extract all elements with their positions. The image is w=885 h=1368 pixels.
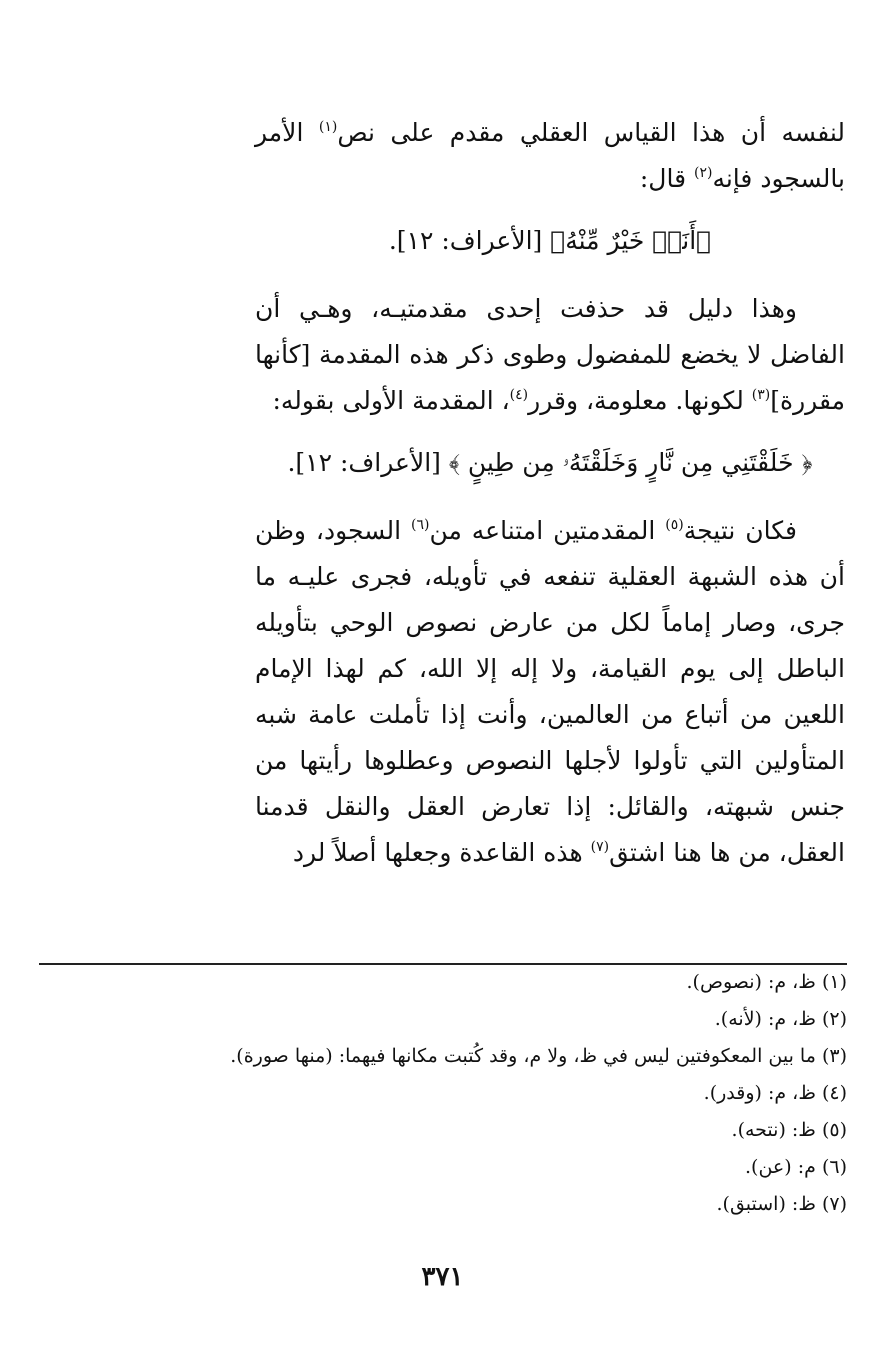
quran-quote-2 — [255, 440, 845, 486]
footnote-text: م: (عن). — [745, 1156, 816, 1178]
text-run: السجود، وظن أن هذه الشبهة العقلية تنفعه في تأويله، فجرى عليـه ما جرى، وصار إماماً لكل من عارض نصوص الوحي بتأويله الباطل إلى يوم القيامة، ولا إله إلا الله، كم لهذا الإمام اللعين من أتباع من العالمين، وأنت إذا تأملت عامة شبه المتأولين التي تأولوا لأجلها النصوص وعطلوها رأيتها من جنس شبهته، والقائل: إذا تعارض العقل والنقل قدمنا العقل، من ها هنا اشتق — [255, 516, 845, 867]
text-run: لكونها. معلومة، وقرر — [528, 386, 752, 415]
footnote-number: (٥) — [821, 1119, 847, 1141]
footnote-number: (٧) — [821, 1193, 847, 1215]
footnote-item — [39, 1038, 847, 1075]
verse-reference: [الأعراف: ١٢]. — [287, 448, 449, 477]
text-run: وهذا دليل قد حذفت إحدى مقدمتيـه، وهـي أن الفاضل لا يخضع للمفضول وطوى ذكر هذه المقدمة [كأنها مقررة] — [255, 294, 845, 415]
footnote-ref: (٣) — [751, 387, 771, 403]
footnote-number: (١) — [821, 971, 847, 993]
page-number: ٣٧١ — [421, 1262, 464, 1292]
footnote-ref: (١) — [318, 119, 338, 135]
footnote-item — [39, 1112, 847, 1149]
footnote-text: ظ، م: (وقدر). — [703, 1082, 816, 1104]
text-run: لنفسه أن هذا القياس العقلي مقدم على نص — [337, 118, 845, 147]
text-run: المقدمتين امتناعه من — [429, 516, 666, 545]
text-run: فكان نتيجة — [683, 516, 797, 545]
quran-verse: ﴿أَنَا۠ خَيْرٌ مِّنْهُ﴾ — [550, 226, 712, 255]
footnote-ref: (٦) — [410, 517, 430, 533]
footnote-item — [39, 1186, 847, 1223]
footnote-number: (٣) — [821, 1045, 847, 1067]
footnote-item — [39, 1149, 847, 1186]
footnote-number: (٢) — [821, 1008, 847, 1030]
footnote-item — [39, 964, 847, 1001]
footnote-ref: (٤) — [509, 387, 529, 403]
footnote-number: (٤) — [821, 1082, 847, 1104]
footnote-text: ظ: (استبق). — [716, 1193, 816, 1215]
quran-quote-1 — [255, 218, 845, 264]
quran-verse: ﴿ خَلَقْتَنِي مِن نَّارٍ وَخَلَقْتَهُۥ مِن طِينٍ ﴾ — [448, 448, 813, 477]
text-run: هذه القاعدة وجعلها أصلاً لرد — [292, 838, 591, 867]
footnotes — [39, 964, 847, 1223]
footnote-item — [39, 1001, 847, 1038]
text-run: ، المقدمة الأولى بقوله: — [272, 386, 510, 415]
footnote-item — [39, 1075, 847, 1112]
footnote-text: ظ، م: (نصوص). — [686, 971, 816, 993]
footnote-ref: (٢) — [693, 165, 713, 181]
footnote-ref: (٧) — [590, 839, 610, 855]
paragraph-1 — [255, 110, 845, 202]
footnote-number: (٦) — [821, 1156, 847, 1178]
text-run: قال: — [639, 164, 694, 193]
paragraph-3 — [255, 508, 845, 876]
verse-reference: [الأعراف: ١٢]. — [388, 226, 551, 255]
text-run: الأمر بالسجود فإنه — [255, 118, 845, 193]
paragraph-2 — [255, 286, 845, 424]
main-text — [255, 110, 845, 876]
footnote-text: ما بين المعكوفتين ليس في ظ، ولا م، وقد كُتبت مكانها فيهما: (منها صورة). — [230, 1045, 816, 1067]
footnote-text: ظ: (نتحه). — [731, 1119, 816, 1141]
footnote-ref: (٥) — [665, 517, 684, 533]
footnote-text: ظ، م: (لأنه). — [714, 1008, 816, 1030]
